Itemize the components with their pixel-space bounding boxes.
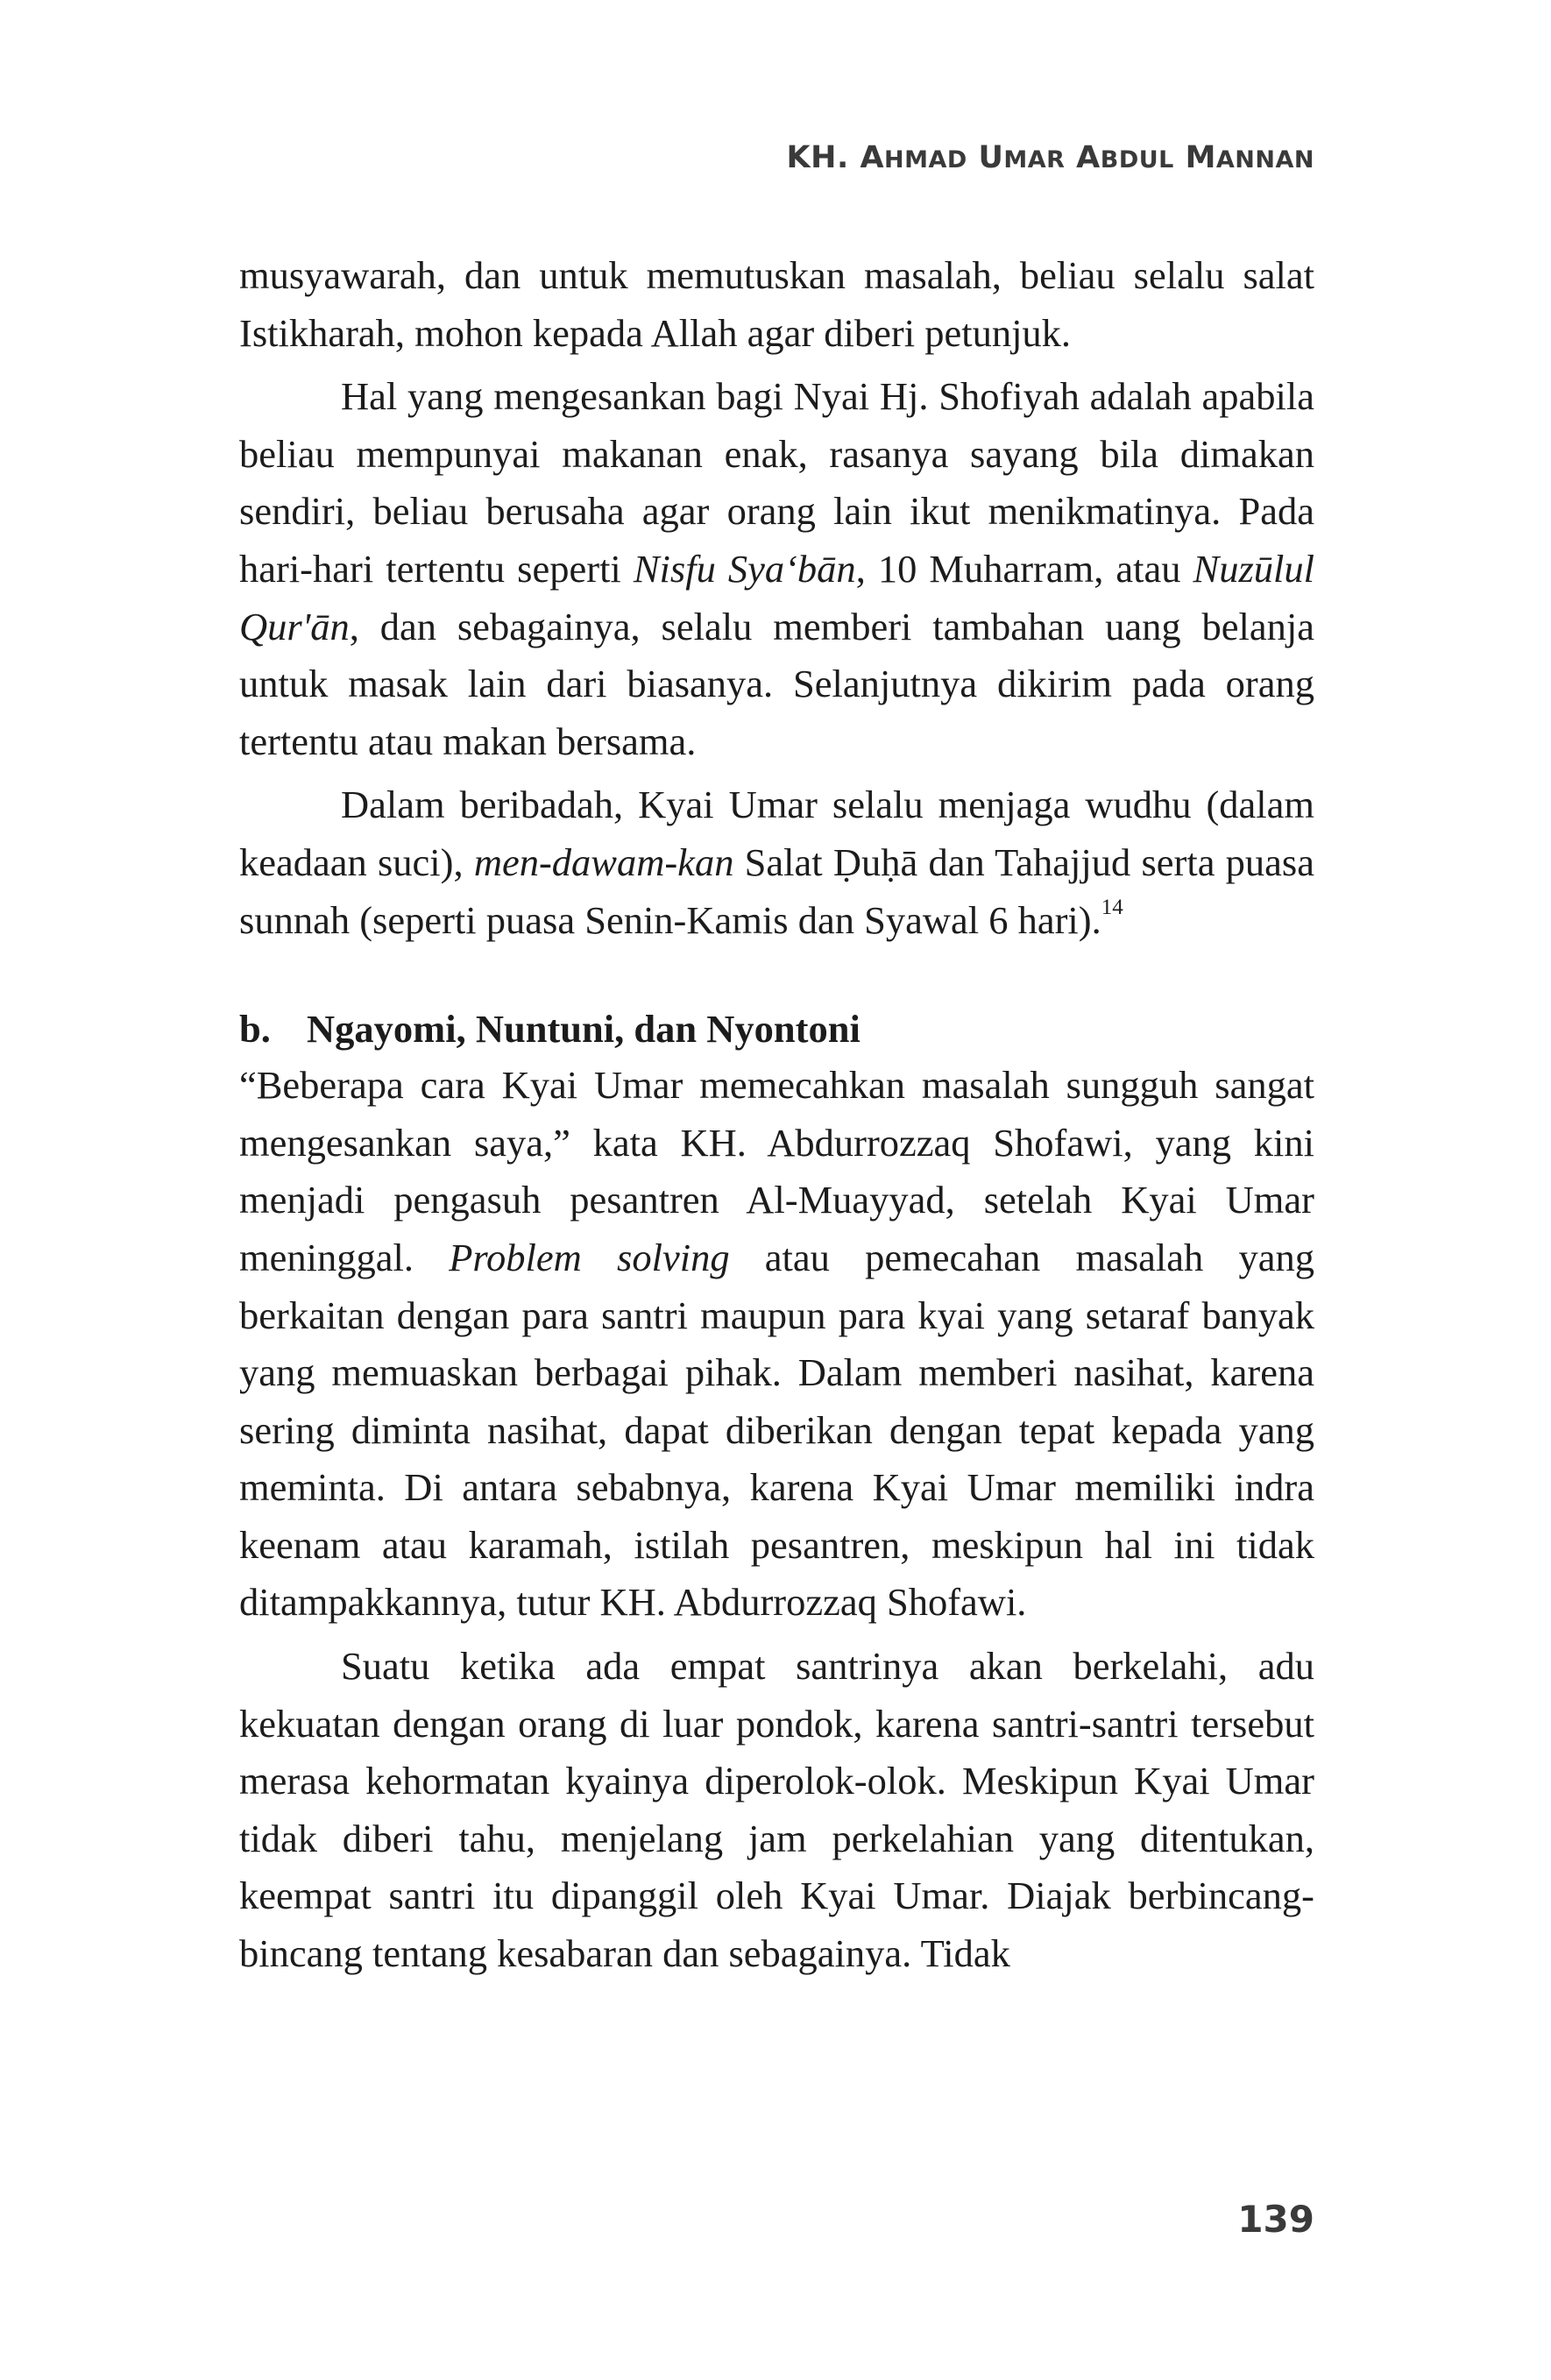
- body-paragraph: [239, 776, 1314, 949]
- running-head-segment: BDUL: [1100, 146, 1174, 174]
- italic-term: Nisfu Sya‘bān: [633, 546, 856, 591]
- text-run: , 10 Muharram, atau: [855, 546, 1193, 591]
- body-paragraph: [239, 1638, 1314, 1983]
- running-head-segment: A: [1065, 140, 1101, 175]
- body-paragraph: [239, 1057, 1314, 1632]
- italic-term: Problem solving: [449, 1235, 730, 1279]
- section-heading-title: Ngayomi, Nuntuni, dan Nyontoni: [307, 1007, 860, 1052]
- running-head: [787, 140, 1314, 175]
- body-paragraph: [239, 368, 1314, 770]
- italic-term: men-dawam-kan: [473, 839, 734, 884]
- running-head-segment: U: [967, 140, 1004, 175]
- text-run: Salat Ḍuḥā dan Tahajjud serta puasa sunnah (seperti puasa Senin-Kamis dan Syawal 6 hari).: [239, 839, 1314, 942]
- text-run: Hal yang mengesankan bagi Nyai Hj. Shofiyah adalah apabila beliau mempunyai makanan enak, rasanya sayang bila dimakan sendiri, beliau berusaha agar orang lain ikut menikmatinya. Pada hari-hari tertentu seperti: [239, 374, 1314, 591]
- running-head-segment: HMAD: [884, 146, 967, 174]
- text-run: “Beberapa cara Kyai Umar memecahkan masalah sungguh sangat mengesankan saya,” kata KH. Abdurrozzaq Shofawi, yang kini menjadi pengasuh pesantren Al-Muayyad, setelah Kyai Umar meninggal.: [239, 1063, 1314, 1279]
- text-run: , dan sebagainya, selalu memberi tambahan uang belanja untuk masak lain dari biasanya. Selanjutnya dikirim pada orang tertentu atau makan bersama.: [239, 604, 1314, 763]
- page-number: 139: [1237, 2198, 1314, 2241]
- running-head-segment: MAR: [1003, 146, 1066, 174]
- italic-term: Nuzūlul Qur'ān: [239, 546, 1315, 648]
- section-heading-label: b.: [239, 1007, 271, 1052]
- text-run: Suatu ketika ada empat santrinya akan berkelahi, adu kekuatan dengan orang di luar pondok, karena santri-santri tersebut merasa kehormatan kyainya diperolok-olok. Meskipun Kyai Umar tidak diberi tahu, menjelang jam perkelahian yang ditentukan, keempat santri itu dipanggil oleh Kyai Umar. Diajak berbincang-bincang tentang kesabaran dan sebagainya. Tidak: [239, 1644, 1314, 1976]
- running-head-segment: ANNAN: [1215, 146, 1314, 174]
- footnote-reference: 14: [1101, 895, 1123, 919]
- section-heading: [239, 1001, 1314, 1057]
- running-head-segment: KH. A: [786, 140, 885, 175]
- text-run: Dalam beribadah, Kyai Umar selalu menjaga wudhu (dalam keadaan suci),: [239, 783, 1314, 884]
- body-paragraph: [239, 247, 1314, 362]
- text-run: atau pemecahan masalah yang berkaitan dengan para santri maupun para kyai yang setaraf banyak yang memuaskan berbagai pihak. Dalam memberi nasihat, karena sering diminta nasihat, dapat diberikan dengan tepat kepada yang meminta. Di antara sebabnya, karena Kyai Umar memiliki indra keenam atau karamah, istilah pesantren, meskipun hal ini tidak ditampakkannya, tutur KH. Abdurrozzaq Shofawi.: [239, 1235, 1314, 1625]
- text-run: musyawarah, dan untuk memutuskan masalah, beliau selalu salat Istikharah, mohon kepada Allah agar diberi petunjuk.: [239, 253, 1314, 355]
- text-block: [239, 247, 1314, 1983]
- running-head-segment: M: [1173, 140, 1216, 175]
